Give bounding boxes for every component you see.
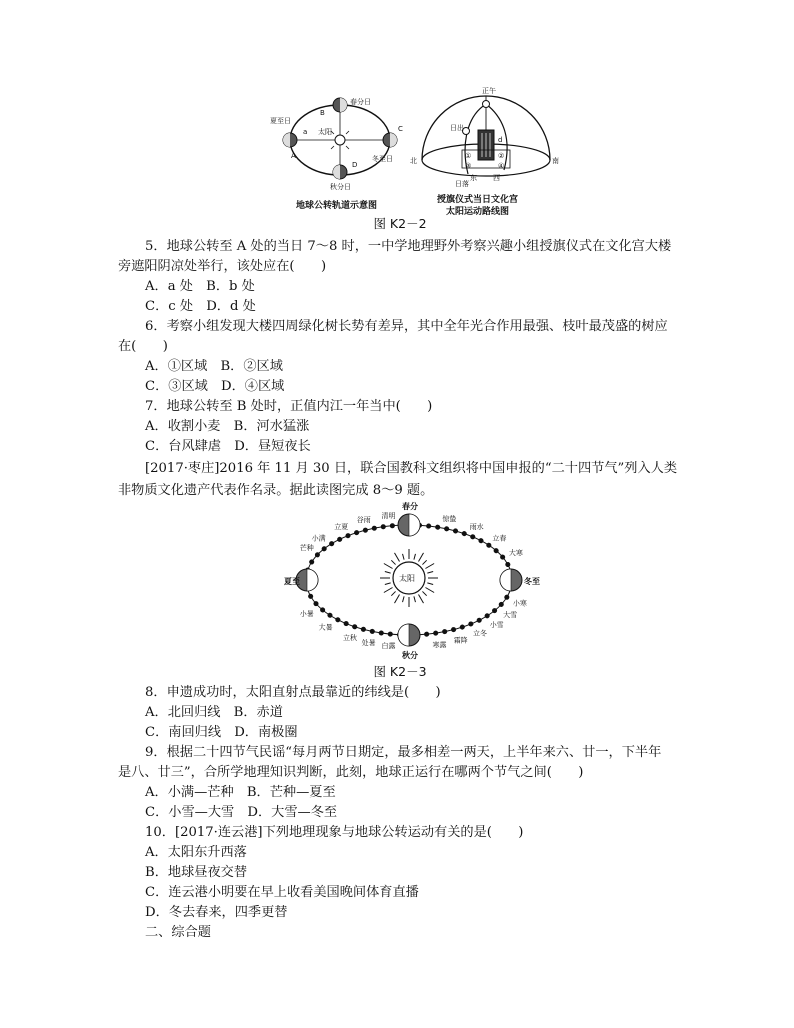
orbit-label-d: D — [352, 161, 358, 169]
sky-label-west: 西 — [493, 174, 500, 182]
q9-line-2: 是八、廿三”，合所学地理知识判断，此刻，地球正运行在哪两个节气之间( ) — [118, 765, 584, 780]
central-sun — [380, 549, 438, 607]
solar-term-leftbottom-0: 小暑 — [299, 610, 314, 618]
q9-line-1: 9．根据二十四节气民谣“每月两节日期定，最多相差一两天，上半年来六、廿一，下半年 — [145, 745, 662, 760]
solar-term-topright-3: 大寒 — [508, 549, 523, 558]
solar-term-bottom-0: 处暑 — [361, 639, 376, 647]
solar-term-leftbottom-2: 立秋 — [343, 634, 357, 643]
sky-label-d: d — [498, 136, 503, 144]
q7-option-cd: C．台风肆虐 D．昼短夜长 — [145, 439, 311, 454]
q10-line-1: 10．[2017·连云港]下列地理现象与地球公转运动有关的是( ) — [145, 825, 524, 840]
q10-option-c: C．连云港小明要在早上收看美国晚间体育直播 — [145, 885, 419, 900]
figure-k2-2 — [0, 0, 794, 230]
sky-area-4: ④ — [498, 162, 505, 170]
sky-label-east: 东 — [470, 174, 477, 182]
central-sun-label: 太阳 — [399, 574, 415, 583]
sky-label-zenith: 正午 — [482, 87, 496, 95]
orbit-label-c: C — [398, 125, 403, 133]
sky-area-2: ② — [498, 152, 505, 160]
sky-label-north: 北 — [410, 157, 417, 165]
orbit-label-a: A — [291, 152, 296, 160]
solar-term-lefttop-0: 芒种 — [299, 544, 314, 552]
orbit-label-b: B — [320, 109, 325, 117]
solar-term-topright-2: 立春 — [492, 534, 507, 543]
q6-option-cd: C．③区域 D．④区域 — [145, 379, 285, 394]
figure-k2-3-caption: 图 K2－3 — [373, 664, 427, 679]
term-summer: 夏至 — [284, 577, 300, 586]
orbit-label-aa: a — [303, 128, 308, 136]
q9-option-cd: C．小雪—大雪 D．大雪—冬至 — [145, 805, 338, 820]
q5-line-2: 旁遮阳阴凉处举行，该处应在( ) — [118, 259, 327, 274]
sky-area-1: ① — [465, 152, 472, 160]
q6-line-1: 6．考察小组发现大楼四周绿化树长势有差异，其中全年光合作用最强、枝叶最茂盛的树应 — [145, 319, 668, 334]
q6-option-ab: A．①区域 B．②区域 — [145, 359, 283, 374]
sky-label-sunset: 日落 — [455, 180, 469, 188]
q7-line-1: 7．地球公转至 B 处时，正值内江一年当中( ) — [145, 399, 433, 414]
solar-term-bottomright-3: 小雪 — [489, 621, 504, 630]
q5-option-cd: C．c 处 D．d 处 — [145, 299, 256, 314]
term-winter: 冬至 — [524, 577, 540, 586]
solar-term-leftbottom-1: 大暑 — [318, 623, 333, 632]
q8-option-ab: A．北回归线 B．赤道 — [145, 705, 283, 720]
sky-label-sunrise: 日出 — [450, 124, 464, 132]
earth-winter — [500, 569, 522, 591]
q8-line-1: 8．申遗成功时，太阳直射点最靠近的纬线是( ) — [145, 685, 441, 700]
solar-term-top-2: 清明 — [381, 512, 396, 520]
solar-term-topright-0: 惊蛰 — [442, 515, 457, 523]
sky-label-south: 南 — [552, 157, 559, 165]
q5-line-1: 5．地球公转至 A 处的当日 7～8 时，一中学地理野外考察兴趣小组授旗仪式在文化宫大楼 — [145, 239, 672, 254]
q6-line-2: 在( ) — [118, 339, 168, 354]
orbit-sun-label: 太阳 — [318, 128, 332, 136]
sky-diagram — [410, 86, 559, 217]
q10-option-a: A．太阳东升西落 — [145, 845, 247, 860]
sky-area-3: ③ — [465, 162, 472, 170]
section-heading: 二、综合题 — [145, 925, 211, 940]
sky-caption-2: 太阳运动路线图 — [446, 207, 510, 217]
sky-caption-1: 授旗仪式当日文化宫 — [437, 195, 519, 205]
solar-term-lefttop-1: 小满 — [311, 534, 326, 543]
orbit-diagram — [270, 97, 403, 211]
solar-term-bottom-1: 白露 — [381, 642, 396, 650]
solar-term-bottomright-0: 寒露 — [432, 640, 447, 649]
term-autumn: 秋分 — [402, 651, 418, 660]
solar-term-top-1: 谷雨 — [356, 516, 371, 524]
q5-option-ab: A．a 处 B．b 处 — [145, 279, 255, 294]
q10-option-d: D．冬去春来，四季更替 — [145, 905, 288, 920]
intro-line-1: [2017·枣庄]2016 年 11 月 30 日，联合国教科文组织将中国申报的“二十四节气”列入人类 — [145, 461, 678, 476]
solar-term-bottomright-4: 大雪 — [503, 611, 518, 619]
orbit-label-spring: 春分日 — [350, 98, 371, 106]
orbit-caption: 地球公转轨道示意图 — [296, 201, 378, 211]
q8-option-cd: C．南回归线 D．南极圈 — [145, 725, 298, 740]
solar-term-bottomright-1: 霜降 — [453, 636, 468, 645]
earth-autumn — [398, 624, 420, 646]
figure-k2-3 — [0, 500, 794, 670]
term-spring: 春分 — [402, 502, 418, 511]
figure-k2-2-caption: 图 K2－2 — [373, 216, 427, 231]
solar-term-bottomright-5: 小寒 — [512, 599, 527, 608]
orbit-sun — [335, 135, 345, 145]
q10-option-b: B．地球昼夜交替 — [145, 865, 248, 880]
intro-line-2: 非物质文化遗产代表作名录。据此读图完成 8～9 题。 — [118, 483, 434, 498]
q9-option-ab: A．小满—芒种 B．芒种—夏至 — [145, 785, 336, 800]
q7-option-ab: A．收割小麦 B．河水猛涨 — [145, 419, 310, 434]
orbit-label-winter: 冬至日 — [372, 155, 393, 163]
solar-term-topright-1: 雨水 — [469, 522, 484, 531]
sky-sun-noon — [483, 101, 490, 108]
orbit-label-autumn: 秋分日 — [330, 183, 351, 191]
solar-term-bottomright-2: 立冬 — [473, 629, 487, 638]
solar-term-top-0: 立夏 — [334, 522, 349, 531]
orbit-label-summer: 夏至日 — [270, 117, 291, 125]
earth-spring — [398, 514, 420, 536]
